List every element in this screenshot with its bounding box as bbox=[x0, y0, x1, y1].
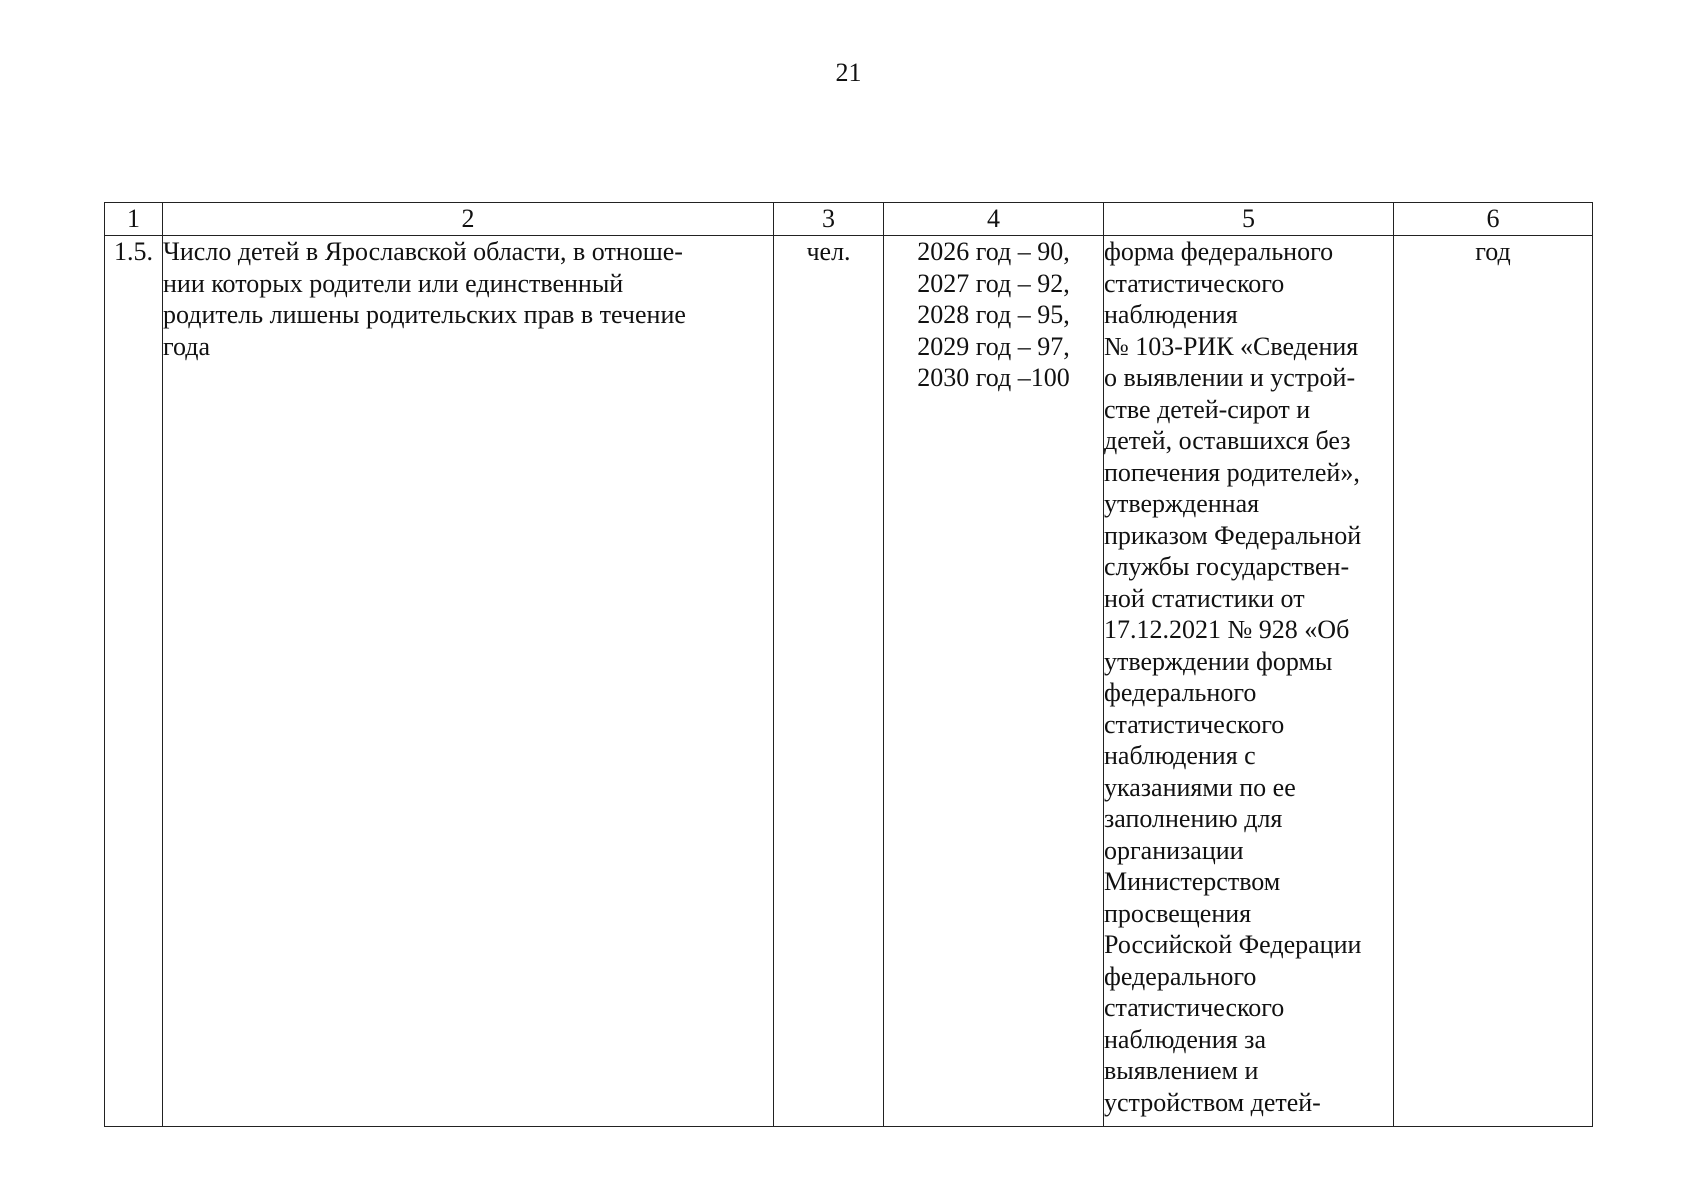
source-line: 17.12.2021 № 928 «Об bbox=[1104, 615, 1350, 644]
indicator-name-line: года bbox=[163, 331, 211, 361]
source-line: Российской Федерации bbox=[1104, 930, 1362, 959]
source-line: наблюдения bbox=[1104, 300, 1238, 329]
target-value-line: 2026 год – 90, bbox=[917, 237, 1070, 266]
row-number: 1.5. bbox=[114, 237, 153, 266]
source-line: статистического bbox=[1104, 993, 1285, 1022]
source-line: федерального bbox=[1104, 961, 1257, 991]
target-value-line: 2030 год –100 bbox=[917, 363, 1070, 392]
source-line: статистического bbox=[1104, 268, 1285, 298]
source-line: утвержденная bbox=[1104, 489, 1260, 518]
page-number: 21 bbox=[835, 58, 862, 87]
header-col-4: 4 bbox=[884, 203, 1104, 236]
target-values-cell bbox=[884, 236, 1104, 1127]
source-line: просвещения bbox=[1104, 898, 1252, 928]
source-line: попечения родителей», bbox=[1104, 457, 1360, 487]
target-value-line: 2027 год – 92, bbox=[917, 268, 1070, 298]
source-line: приказом Федеральной bbox=[1104, 520, 1362, 550]
target-value-line: 2029 год – 97, bbox=[917, 331, 1070, 361]
unit-value: чел. bbox=[806, 237, 851, 266]
header-col-2: 2 bbox=[163, 203, 774, 236]
source-line: детей, оставшихся без bbox=[1104, 426, 1351, 455]
indicator-name-cell bbox=[163, 236, 774, 1127]
source-line: утверждении формы bbox=[1104, 646, 1333, 676]
period-value: год bbox=[1475, 237, 1511, 266]
source-line: ной статистики от bbox=[1104, 583, 1305, 613]
header-col-1: 1 bbox=[105, 203, 163, 236]
source-line: статистического bbox=[1104, 709, 1285, 739]
source-line: Министерством bbox=[1104, 867, 1281, 896]
header-col-5: 5 bbox=[1104, 203, 1394, 236]
indicator-name-line: Число детей в Ярославской области, в отноше- bbox=[163, 237, 683, 266]
source-line: наблюдения за bbox=[1104, 1024, 1266, 1054]
source-cell bbox=[1104, 236, 1394, 1127]
source-line: службы государствен- bbox=[1104, 552, 1350, 581]
source-line: организации bbox=[1104, 835, 1244, 865]
indicator-table bbox=[104, 202, 1593, 1127]
period-cell bbox=[1394, 236, 1593, 1127]
source-line: № 103-РИК «Сведения bbox=[1104, 331, 1359, 361]
source-line: стве детей-сирот и bbox=[1104, 394, 1311, 424]
source-line: заполнению для bbox=[1104, 804, 1283, 833]
target-value-line: 2028 год – 95, bbox=[917, 300, 1070, 329]
header-row bbox=[105, 203, 1593, 236]
source-line: форма федерального bbox=[1104, 237, 1334, 266]
header-col-6: 6 bbox=[1394, 203, 1593, 236]
indicator-name-line: нии которых родители или единственный bbox=[163, 268, 624, 298]
header-col-3: 3 bbox=[774, 203, 884, 236]
source-line: федерального bbox=[1104, 678, 1257, 707]
table-row bbox=[105, 236, 1593, 1127]
row-number-cell bbox=[105, 236, 163, 1127]
source-line: о выявлении и устрой- bbox=[1104, 363, 1356, 392]
unit-cell bbox=[774, 236, 884, 1127]
source-line: наблюдения с bbox=[1104, 741, 1256, 770]
source-line: указаниями по ее bbox=[1104, 772, 1296, 802]
indicator-name-line: родитель лишены родительских прав в течение bbox=[163, 300, 686, 329]
source-line: устройством детей- bbox=[1104, 1087, 1321, 1117]
source-line: выявлением и bbox=[1104, 1056, 1259, 1085]
